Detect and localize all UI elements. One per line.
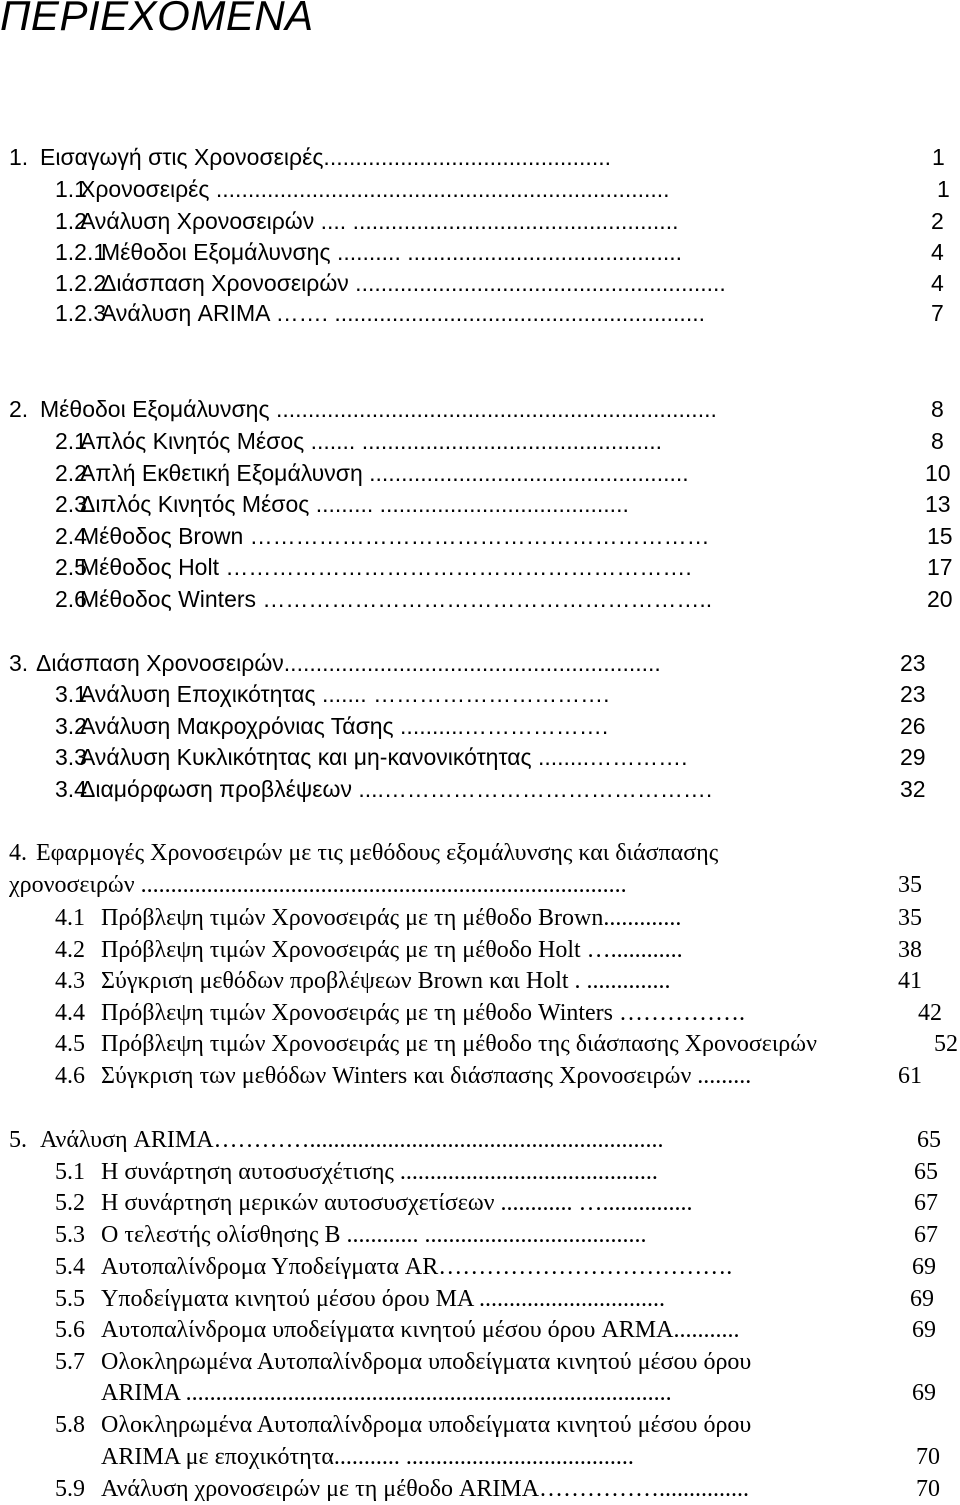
toc-entry-number: 2.6: [55, 586, 87, 612]
toc-entry[interactable]: [0, 773, 960, 805]
toc-entry-title: Μέθοδοι Εξομάλυνσης .......... ...........................................: [101, 239, 683, 265]
toc-entry[interactable]: [0, 934, 960, 966]
toc-entry-title: Μέθοδος Brown ……………………………………………………: [80, 523, 710, 549]
toc-entry-title: Μέθοδος Holt …………………………………………………….: [80, 554, 692, 580]
toc-entry[interactable]: [0, 1251, 960, 1283]
toc-entry-page: 32: [900, 776, 926, 802]
toc-entry-number: 4.3: [55, 968, 85, 994]
toc-entry-title: Πρόβλεψη τιμών Χρονοσειράς με τη μέθοδο Brown.............: [101, 905, 682, 931]
toc-entry-page: 69: [912, 1380, 936, 1406]
toc-entry-page: 7: [931, 300, 944, 326]
toc-entry-page: 35: [898, 905, 922, 931]
toc-entry-number: 1.: [9, 144, 29, 170]
toc-entry-number: 2.2: [55, 460, 87, 486]
toc-entry-number: 4.2: [55, 937, 85, 963]
toc-entry-number: 5.6: [55, 1317, 85, 1343]
toc-entry-title: Πρόβλεψη τιμών Χρονοσειράς με τη μέθοδο Winters …………….: [101, 1000, 746, 1026]
toc-entry[interactable]: [0, 1219, 960, 1251]
toc-entry-page: 17: [927, 554, 953, 580]
toc-entry-title: χρονοσειρών .................................................................................: [9, 872, 627, 898]
toc-entry-title: ARIMA .................................................................................: [101, 1380, 672, 1406]
toc-entry-page: 69: [912, 1317, 936, 1343]
toc-entry-number: 3.: [9, 650, 29, 676]
toc-entry-title: Ανάλυση Εποχικότητας ....... ………………………….: [80, 681, 610, 707]
toc-entry-page: 8: [931, 428, 944, 454]
toc-entry[interactable]: [0, 678, 960, 710]
toc-entry-title: Ανάλυση Χρονοσειρών .... ...................................................: [80, 208, 679, 234]
toc-entry-number: 4.5: [55, 1031, 85, 1057]
toc-entry-page: 41: [898, 968, 922, 994]
toc-entry-title: Μέθοδος Winters …………………………………………………..: [80, 586, 713, 612]
toc-entry-title: Χρονοσειρές .......................................................................: [80, 176, 670, 202]
toc-entry[interactable]: [0, 1028, 960, 1060]
toc-entry-page: 10: [925, 460, 951, 486]
toc-entry-number: 5.7: [55, 1349, 85, 1375]
toc-entry[interactable]: [0, 1441, 960, 1473]
toc-entry-page: 4: [931, 270, 944, 296]
toc-entry-page: 15: [927, 523, 953, 549]
toc-entry-number: 3.1: [55, 681, 87, 707]
toc-entry[interactable]: [0, 1187, 960, 1219]
toc-entry-title: Αυτοπαλίνδρομα υποδείγματα κινητού μέσου όρου ARMA...........: [101, 1317, 740, 1343]
toc-entry-title: Σύγκριση των μεθόδων Winters και διάσπασης Χρονοσειρών .........: [101, 1063, 752, 1089]
toc-entry-title: Ολοκληρωμένα Αυτοπαλίνδρομα υποδείγματα κινητού μέσου όρου: [101, 1349, 752, 1375]
toc-entry-title: Απλή Εκθετική Εξομάλυνση ..................................................: [80, 460, 689, 486]
toc-entry-number: 4.1: [55, 905, 85, 931]
toc-entry-title: Ανάλυση ARIMA…………...........................................................: [40, 1127, 664, 1153]
toc-entry-title: Ανάλυση Κυκλικότητας και μη-κανονικότητας ........………….: [80, 744, 688, 770]
toc-entry-number: 2.3: [55, 491, 87, 517]
toc-entry-page: 8: [931, 396, 944, 422]
toc-entry-number: 2.1: [55, 428, 87, 454]
toc-entry-page: 38: [898, 937, 922, 963]
toc-entry[interactable]: [0, 393, 960, 425]
toc-entry-page: 70: [916, 1476, 940, 1502]
toc-entry-number: 2.: [9, 396, 29, 422]
toc-entry-page: 35: [898, 872, 922, 898]
toc-entry[interactable]: [0, 583, 960, 615]
toc-entry-page: 69: [910, 1286, 934, 1312]
toc-entry[interactable]: [0, 520, 960, 552]
toc-entry-number: 4.: [9, 840, 27, 866]
toc-entry[interactable]: [0, 1124, 960, 1156]
toc-entry-title: Διάσπαση Χρονοσειρών...........................................................: [36, 650, 661, 676]
toc-entry-number: 3.2: [55, 713, 87, 739]
toc-entry[interactable]: [0, 647, 960, 679]
toc-entry-title: Εφαρμογές Χρονοσειρών με τις μεθόδους εξομάλυνσης και διάσπασης: [36, 840, 719, 866]
toc-entry-page: 42: [918, 1000, 942, 1026]
toc-entry-title: Διπλός Κινητός Μέσος ......... .......................................: [80, 491, 629, 517]
toc-entry-page: 2: [931, 208, 944, 234]
toc-entry-page: 69: [912, 1254, 936, 1280]
toc-entry[interactable]: [0, 1377, 960, 1409]
toc-entry[interactable]: [0, 997, 960, 1029]
toc-entry-page: 26: [900, 713, 926, 739]
toc-entry-number: 5.1: [55, 1159, 85, 1185]
toc-entry[interactable]: [0, 267, 960, 299]
toc-entry-page: 23: [900, 681, 926, 707]
toc-entry[interactable]: [0, 1156, 960, 1188]
toc-entry[interactable]: [0, 1060, 960, 1092]
toc-entry-title: Υποδείγματα κινητού μέσου όρου MA ...............................: [101, 1286, 666, 1312]
toc-entry-number: 4.6: [55, 1063, 85, 1089]
toc-entry-number: 5.5: [55, 1286, 85, 1312]
toc-entry[interactable]: [0, 297, 960, 329]
toc-entry[interactable]: [0, 1283, 960, 1315]
toc-entry-title: Αυτοπαλίνδρομα Υποδείγματα AR……………………………….: [101, 1254, 733, 1280]
toc-entry-number: 4.4: [55, 1000, 85, 1026]
toc-entry-number: 5.3: [55, 1222, 85, 1248]
toc-entry-page: 67: [914, 1222, 938, 1248]
toc-entry-number: 1.2.2: [55, 270, 107, 296]
toc-entry-title: Μέθοδοι Εξομάλυνσης .....................................................................: [40, 396, 717, 422]
toc-entry-title: Εισαγωγή στις Χρονοσειρές.............................................: [40, 144, 611, 170]
toc-entry-title: Η συνάρτηση αυτοσυσχέτισης ...........................................: [101, 1159, 658, 1185]
toc-entry-page: 1: [932, 144, 945, 170]
toc-entry[interactable]: [0, 425, 960, 457]
toc-entry-number: 5.: [9, 1127, 27, 1153]
toc-entry-title: Πρόβλεψη τιμών Χρονοσειράς με τη μέθοδο Holt …............: [101, 937, 683, 963]
toc-entry-page: 1: [937, 176, 950, 202]
toc-entry-title: Διαμόρφωση προβλέψεων ....…………………………………….: [80, 776, 713, 802]
toc-entry-number: 2.5: [55, 554, 87, 580]
toc-entry[interactable]: [0, 965, 960, 997]
toc-entry-title: Η συνάρτηση μερικών αυτοσυσχετίσεων ............ …...............: [101, 1190, 693, 1216]
toc-entry-page: 52: [934, 1031, 958, 1057]
toc-entry-page: 13: [925, 491, 951, 517]
toc-entry-title: Ολοκληρωμένα Αυτοπαλίνδρομα υποδείγματα κινητού μέσου όρου: [101, 1412, 752, 1438]
toc-entry-title: Σύγκριση μεθόδων προβλέψεων Brown και Holt . ..............: [101, 968, 671, 994]
toc-entry[interactable]: [0, 837, 960, 869]
toc-entry-title: Διάσπαση Χρονοσειρών ..........................................................: [101, 270, 726, 296]
toc-entry[interactable]: [0, 741, 960, 773]
toc-entry[interactable]: [0, 457, 960, 489]
toc-entry-number: 1.2.3: [55, 300, 107, 326]
toc-entry-title: Απλός Κινητός Μέσος ....... ...............................................: [80, 428, 663, 454]
toc-entry-title: Ανάλυση Μακροχρόνιας Τάσης ..........……………….: [80, 713, 609, 739]
toc-entry[interactable]: [0, 902, 960, 934]
toc-entry-number: 3.3: [55, 744, 87, 770]
toc-entry-number: 5.4: [55, 1254, 85, 1280]
toc-entry[interactable]: [0, 173, 960, 205]
toc-entry[interactable]: [0, 1409, 960, 1441]
toc-entry-title: Ανάλυση χρονοσειρών με τη μέθοδο ARIMA……………...............: [101, 1476, 750, 1502]
toc-entry-number: 5.8: [55, 1412, 85, 1438]
toc-entry-title: Ανάλυση ARIMA ……. ..........................................................: [101, 300, 705, 326]
toc-entry[interactable]: [0, 488, 960, 520]
toc-entry-title: Πρόβλεψη τιμών Χρονοσειράς με τη μέθοδο της διάσπασης Χρονοσειρών: [101, 1031, 817, 1057]
toc-entry-number: 5.2: [55, 1190, 85, 1216]
toc-entry[interactable]: [0, 1346, 960, 1378]
toc-entry-page: 29: [900, 744, 926, 770]
toc-entry[interactable]: [0, 236, 960, 268]
toc-entry-page: 65: [917, 1127, 941, 1153]
page-title: ΠΕΡΙΕΧΟΜΕΝΑ: [0, 0, 314, 39]
toc-entry-title: Ο τελεστής ολίσθησης Β ............ .....................................: [101, 1222, 647, 1248]
toc-entry-page: 67: [914, 1190, 938, 1216]
toc-entry[interactable]: [0, 551, 960, 583]
toc-entry[interactable]: [0, 141, 960, 173]
toc-entry-number: 1.2.1: [55, 239, 107, 265]
toc-entry[interactable]: [0, 1314, 960, 1346]
toc-entry-number: 2.4: [55, 523, 87, 549]
toc-entry-page: 65: [914, 1159, 938, 1185]
toc-entry[interactable]: [0, 710, 960, 742]
toc-entry-number: 5.9: [55, 1476, 85, 1502]
toc-entry[interactable]: [0, 205, 960, 237]
toc-entry-page: 20: [927, 586, 953, 612]
toc-entry-number: 1.1: [55, 176, 87, 202]
toc-entry-page: 61: [898, 1063, 922, 1089]
toc-entry-number: 3.4: [55, 776, 87, 802]
toc-entry-page: 4: [931, 239, 944, 265]
toc-entry-page: 23: [900, 650, 926, 676]
toc-entry[interactable]: [0, 1473, 960, 1505]
toc-entry[interactable]: [0, 869, 960, 901]
toc-entry-number: 1.2: [55, 208, 87, 234]
toc-entry-title: ARIMA με εποχικότητα........... ......................................: [101, 1444, 634, 1470]
toc-entry-page: 70: [916, 1444, 940, 1470]
